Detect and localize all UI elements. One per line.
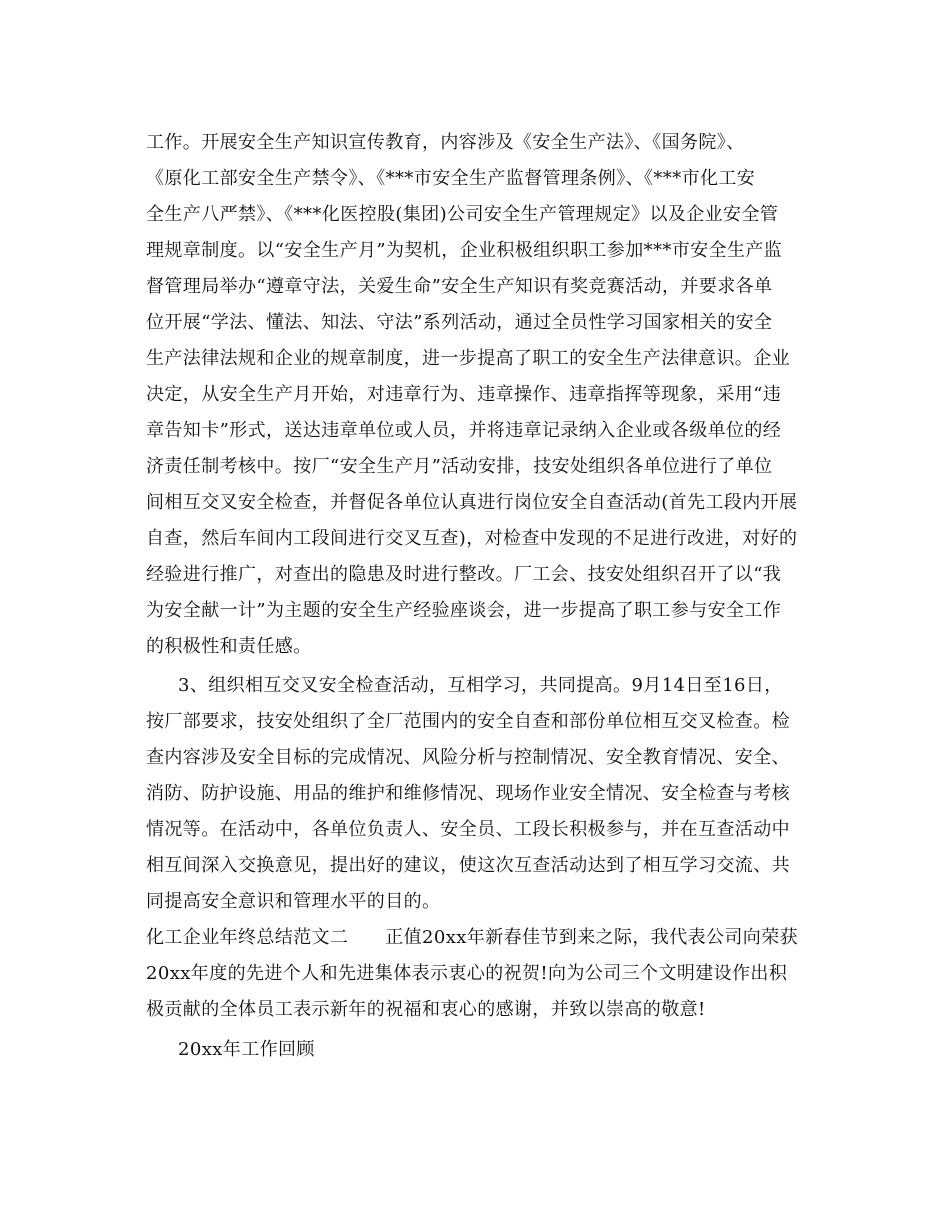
text-line: 经验进行推广，对查出的隐患及时进行整改。厂工会、技安处组织召开了以“我: [146, 564, 782, 585]
text-line: 督管理局举办“遵章守法，关爱生命”安全生产知识有奖竞赛活动，并要求各单: [146, 276, 773, 297]
text-line: 极贡献的全体员工表示新年的祝福和衷心的感谢，并致以崇高的敬意!: [146, 999, 706, 1020]
text-line: 间相互交叉安全检查，并督促各单位认真进行岗位安全自查活动(首先工段内开展: [146, 492, 798, 513]
section-heading-line: 化工企业年终总结范文二 正值20xx年新春佳节到来之际，我代表公司向荣获: [146, 927, 799, 948]
text-line: 决定，从安全生产月开始，对违章行为、违章操作、违章指挥等现象，采用“违: [146, 384, 782, 405]
text-line: 情况等。在活动中，各单位负责人、安全员、工段长积极参与，并在互查活动中: [146, 819, 790, 840]
text-line: 章告知卡”形式，送达违章单位或人员，并将违章记录纳入企业或各级单位的经: [146, 420, 782, 441]
subheading-line: 20xx年工作回顾: [178, 1039, 315, 1060]
text-line: 济责任制考核中。按厂“安全生产月”活动安排，技安处组织各单位进行了单位: [146, 456, 773, 477]
text-line: 为安全献一计”为主题的安全生产经验座谈会，进一步提高了职工参与安全工作: [146, 600, 782, 621]
text-line: 按厂部要求，技安处组织了全厂范围内的安全自查和部份单位相互交叉检查。检: [146, 711, 790, 732]
text-line: 工作。开展安全生产知识宣传教育，内容涉及《安全生产法》、《国务院》、: [146, 132, 745, 153]
text-line: 相互间深入交换意见，提出好的建议，使这次互查活动达到了相互学习交流、共: [146, 855, 790, 876]
text-line: 20xx年度的先进个人和先进集体表示衷心的祝贺!向为公司三个文明建设作出积: [146, 963, 788, 984]
paragraph-first-line: 3、组织相互交叉安全检查活动，互相学习，共同提高。9月14日至16日，: [178, 675, 783, 696]
text-line: 消防、防护设施、用品的维护和维修情况、现场作业安全情况、安全检查与考核: [146, 783, 790, 804]
text-line: 《原化工部安全生产禁令》、《***市安全生产监督管理条例》、《***市化工安: [146, 168, 756, 189]
text-line: 位开展“学法、懂法、知法、守法”系列活动，通过全员性学习国家相关的安全: [146, 312, 773, 333]
text-line: 自查，然后车间内工段间进行交叉互查)，对检查中发现的不足进行改进，对好的: [146, 528, 798, 549]
text-line: 理规章制度。以“安全生产月”为契机，企业积极组织职工参加***市安全生产监: [146, 240, 783, 261]
text-line: 的积极性和责任感。: [146, 636, 312, 657]
text-line: 生产法律法规和企业的规章制度，进一步提高了职工的安全生产法律意识。企业: [146, 348, 790, 369]
text-line: 查内容涉及安全目标的完成情况、风险分析与控制情况、安全教育情况、安全、: [146, 747, 790, 768]
text-line: 全生产八严禁》、《***化医控股(集团)公司安全生产管理规定》以及企业安全管: [146, 204, 779, 225]
text-line: 同提高安全意识和管理水平的目的。: [146, 891, 441, 912]
